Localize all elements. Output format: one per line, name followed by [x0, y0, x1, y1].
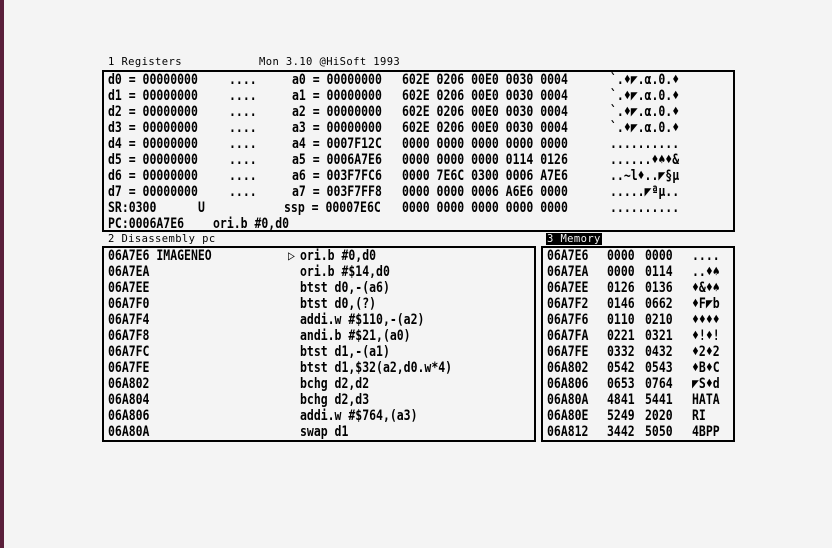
memory-window-title[interactable]	[546, 234, 602, 245]
data-register-value[interactable]: d5 = 00000000	[108, 152, 198, 168]
memory-ascii: ....	[692, 248, 720, 264]
address-register-memory: 0000 0000 0006 A6E6 0000	[402, 184, 568, 200]
disassembly-line[interactable]	[104, 280, 534, 296]
memory-word[interactable]: 0000	[645, 248, 673, 264]
disassembly-instruction: addi.w #$110,-(a2)	[300, 312, 425, 328]
memory-word[interactable]: 0321	[645, 328, 673, 344]
memory-address: 06A80E	[547, 408, 589, 424]
address-register-value[interactable]: a3 = 00000000	[292, 120, 382, 136]
ssp-memory: 0000 0000 0000 0000 0000	[402, 200, 568, 216]
disassembly-line[interactable]	[104, 392, 534, 408]
address-register-value[interactable]: a5 = 0006A7E6	[292, 152, 382, 168]
data-register-value[interactable]: d3 = 00000000	[108, 120, 198, 136]
data-register-value[interactable]: d0 = 00000000	[108, 72, 198, 88]
memory-word[interactable]: 0221	[607, 328, 635, 344]
memory-line[interactable]	[543, 392, 733, 408]
data-register-ascii: ....	[229, 168, 257, 184]
disassembly-line[interactable]	[104, 264, 534, 280]
memory-line[interactable]	[543, 280, 733, 296]
address-register-ascii: `.♦◤.α.0.♦	[610, 104, 680, 120]
memory-ascii: ♦!♦!	[692, 328, 720, 344]
memory-address: 06A7F2	[547, 296, 589, 312]
memory-address: 06A7EA	[547, 264, 589, 280]
disassembly-address: 06A7EE	[108, 280, 150, 296]
address-register-memory: 0000 0000 0000 0000 0000	[402, 136, 568, 152]
memory-line[interactable]	[543, 248, 733, 264]
address-register-memory: 602E 0206 00E0 0030 0004	[402, 104, 568, 120]
disassembly-address: 06A7F0	[108, 296, 150, 312]
disassembly-instruction: andi.b #$21,(a0)	[300, 328, 411, 344]
memory-word[interactable]: 0653	[607, 376, 635, 392]
address-register-value[interactable]: a2 = 00000000	[292, 104, 382, 120]
memory-ascii: ♦B♦C	[692, 360, 720, 376]
memory-word[interactable]: 0000	[607, 248, 635, 264]
memory-ascii: HATA	[692, 392, 720, 408]
memory-word[interactable]: 0764	[645, 376, 673, 392]
data-register-value[interactable]: d7 = 00000000	[108, 184, 198, 200]
data-register-value[interactable]: d1 = 00000000	[108, 88, 198, 104]
memory-ascii: ♦F◤b	[692, 296, 720, 312]
disassembly-address: 06A7E6 IMAGENEO	[108, 248, 212, 264]
memory-word[interactable]: 5249	[607, 408, 635, 424]
disassembly-instruction: swap d1	[300, 424, 349, 440]
data-register-ascii: ....	[229, 152, 257, 168]
memory-window[interactable]	[541, 246, 735, 442]
memory-word[interactable]: 4841	[607, 392, 635, 408]
memory-word[interactable]: 0662	[645, 296, 673, 312]
address-register-memory: 0000 0000 0000 0114 0126	[402, 152, 568, 168]
memory-word[interactable]: 0210	[645, 312, 673, 328]
window-edge	[0, 0, 4, 548]
disassembly-instruction: btst d1,$32(a2,d0.w*4)	[300, 360, 453, 376]
memory-word[interactable]: 2020	[645, 408, 673, 424]
current-instruction: ori.b #0,d0	[213, 216, 290, 232]
disassembly-address: 06A806	[108, 408, 150, 424]
address-register-ascii: `.♦◤.α.0.♦	[610, 120, 680, 136]
disassembly-line[interactable]	[104, 376, 534, 392]
register-row[interactable]	[104, 72, 733, 88]
address-register-ascii: `.♦◤.α.0.♦	[610, 72, 680, 88]
memory-line[interactable]	[543, 296, 733, 312]
memory-word[interactable]: 0126	[607, 280, 635, 296]
address-register-value[interactable]: a1 = 00000000	[292, 88, 382, 104]
disassembly-line[interactable]	[104, 312, 534, 328]
disassembly-instruction: bchg d2,d2	[300, 376, 370, 392]
disassembly-window-title[interactable]: 2 Disassembly pc	[108, 233, 216, 245]
address-register-memory: 602E 0206 00E0 0030 0004	[402, 72, 568, 88]
memory-ascii: ..♦♠	[692, 264, 720, 280]
address-register-value[interactable]: a7 = 003F7FF8	[292, 184, 382, 200]
memory-ascii: ♦2♦2	[692, 344, 720, 360]
memory-address: 06A802	[547, 360, 589, 376]
disassembly-instruction: ori.b #0,d0	[300, 248, 377, 264]
address-register-memory: 602E 0206 00E0 0030 0004	[402, 88, 568, 104]
memory-word[interactable]: 0542	[607, 360, 635, 376]
disassembly-instruction: bchg d2,d3	[300, 392, 370, 408]
memory-ascii: ♦♦♦♦	[692, 312, 720, 328]
disassembly-address: 06A7F4	[108, 312, 150, 328]
supervisor-flag: U	[198, 200, 205, 216]
memory-line[interactable]	[543, 312, 733, 328]
disassembly-address: 06A7FC	[108, 344, 150, 360]
memory-word[interactable]: 5441	[645, 392, 673, 408]
memory-title-label: 3 Memory	[547, 233, 601, 245]
memory-address: 06A7FA	[547, 328, 589, 344]
status-register-value[interactable]: SR:0300	[108, 200, 157, 216]
memory-ascii: 4BPP	[692, 424, 720, 440]
disassembly-instruction: btst d0,-(a6)	[300, 280, 390, 296]
disassembly-window[interactable]	[102, 246, 536, 442]
data-register-ascii: ....	[229, 104, 257, 120]
register-row[interactable]	[104, 168, 733, 184]
memory-ascii: ♦&♦♠	[692, 280, 720, 296]
disassembly-address: 06A7FE	[108, 360, 150, 376]
disassembly-line[interactable]	[104, 408, 534, 424]
memory-address: 06A80A	[547, 392, 589, 408]
address-register-value[interactable]: a4 = 0007F12C	[292, 136, 382, 152]
data-register-value[interactable]: d2 = 00000000	[108, 104, 198, 120]
registers-window-title[interactable]: 1 Registers	[108, 56, 182, 68]
memory-word[interactable]: 0332	[607, 344, 635, 360]
memory-word[interactable]: 3442	[607, 424, 635, 440]
disassembly-line[interactable]	[104, 360, 534, 376]
memory-word[interactable]: 0432	[645, 344, 673, 360]
memory-word[interactable]: 0114	[645, 264, 673, 280]
register-row[interactable]	[104, 104, 733, 120]
disassembly-line[interactable]	[104, 328, 534, 344]
disassembly-address: 06A802	[108, 376, 150, 392]
address-register-memory: 0000 7E6C 0300 0006 A7E6	[402, 168, 568, 184]
memory-line[interactable]	[543, 424, 733, 440]
memory-line[interactable]	[543, 344, 733, 360]
memory-address: 06A7E6	[547, 248, 589, 264]
memory-line[interactable]	[543, 328, 733, 344]
register-row[interactable]	[104, 120, 733, 136]
status-register-row[interactable]	[104, 200, 733, 216]
data-register-ascii: ....	[229, 184, 257, 200]
ssp-ascii: ..........	[610, 200, 680, 216]
disassembly-line[interactable]	[104, 296, 534, 312]
data-register-ascii: ....	[229, 88, 257, 104]
disassembly-address: 06A80A	[108, 424, 150, 440]
program-counter-value[interactable]: PC:0006A7E6	[108, 216, 185, 232]
memory-ascii: RI	[692, 408, 720, 424]
register-row[interactable]	[104, 136, 733, 152]
disassembly-instruction: ori.b #$14,d0	[300, 264, 390, 280]
disassembly-address: 06A7EA	[108, 264, 150, 280]
address-register-ascii: ..........	[610, 136, 680, 152]
memory-word[interactable]: 0000	[607, 264, 635, 280]
disassembly-line[interactable]	[104, 344, 534, 360]
disassembly-address: 06A7F8	[108, 328, 150, 344]
register-row[interactable]	[104, 184, 733, 200]
data-register-value[interactable]: d6 = 00000000	[108, 168, 198, 184]
address-register-ascii: `.♦◤.α.0.♦	[610, 88, 680, 104]
supervisor-stack-pointer[interactable]: ssp = 00007E6C	[284, 200, 381, 216]
memory-address: 06A7F6	[547, 312, 589, 328]
memory-line[interactable]	[543, 360, 733, 376]
memory-word[interactable]: 0136	[645, 280, 673, 296]
data-register-ascii: ....	[229, 120, 257, 136]
program-counter-row[interactable]	[104, 216, 733, 232]
address-register-ascii: .....◤ªµ..	[610, 184, 680, 200]
registers-window[interactable]	[102, 70, 735, 232]
memory-word[interactable]: 0543	[645, 360, 673, 376]
address-register-ascii: ......♦♠♦&	[610, 152, 680, 168]
disassembly-line[interactable]	[104, 248, 534, 264]
data-register-value[interactable]: d4 = 00000000	[108, 136, 198, 152]
memory-address: 06A7FE	[547, 344, 589, 360]
pc-marker-icon: ▷	[288, 248, 295, 264]
disassembly-line[interactable]	[104, 424, 534, 440]
data-register-ascii: ....	[229, 72, 257, 88]
memory-line[interactable]	[543, 376, 733, 392]
memory-address: 06A7EE	[547, 280, 589, 296]
memory-line[interactable]	[543, 264, 733, 280]
version-banner: Mon 3.10 @HiSoft 1993	[259, 56, 401, 68]
address-register-value[interactable]: a6 = 003F7FC6	[292, 168, 382, 184]
disassembly-address: 06A804	[108, 392, 150, 408]
memory-line[interactable]	[543, 408, 733, 424]
data-register-ascii: ....	[229, 136, 257, 152]
memory-word[interactable]: 5050	[645, 424, 673, 440]
register-row[interactable]	[104, 152, 733, 168]
register-row[interactable]	[104, 88, 733, 104]
memory-ascii: ◤S♦d	[692, 376, 720, 392]
memory-word[interactable]: 0110	[607, 312, 635, 328]
disassembly-instruction: addi.w #$764,(a3)	[300, 408, 418, 424]
memory-address: 06A812	[547, 424, 589, 440]
memory-address: 06A806	[547, 376, 589, 392]
disassembly-instruction: btst d1,-(a1)	[300, 344, 390, 360]
memory-word[interactable]: 0146	[607, 296, 635, 312]
disassembly-instruction: btst d0,(?)	[300, 296, 377, 312]
address-register-memory: 602E 0206 00E0 0030 0004	[402, 120, 568, 136]
address-register-value[interactable]: a0 = 00000000	[292, 72, 382, 88]
address-register-ascii: ..~l♦..◤§µ	[610, 168, 680, 184]
